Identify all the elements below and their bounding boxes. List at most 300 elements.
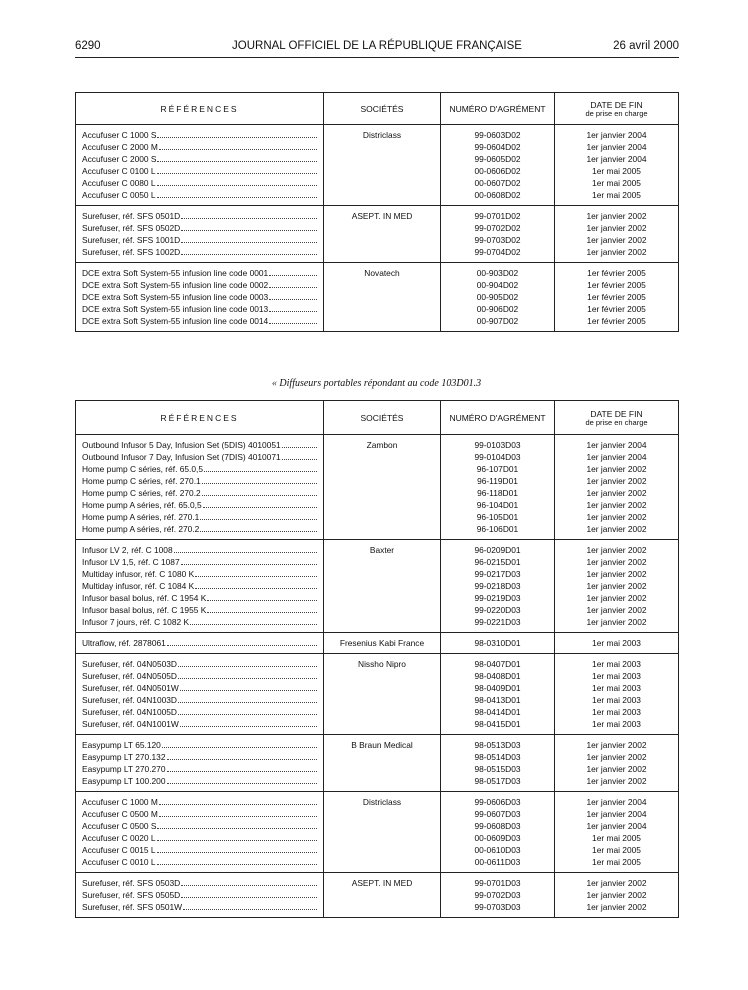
numero-list bbox=[441, 735, 554, 791]
reference-item bbox=[82, 279, 319, 291]
reference-item bbox=[82, 718, 319, 730]
numero-value: 99-0607D03 bbox=[474, 809, 521, 819]
company-name: B Braun Medical bbox=[351, 740, 413, 750]
date-value: 1er mai 2005 bbox=[592, 178, 641, 188]
approval-table-2 bbox=[75, 400, 679, 918]
dot-leader bbox=[157, 844, 317, 853]
company-name: Fresenius Kabi France bbox=[339, 638, 425, 648]
reference-label: Surefuser, réf. SFS 0503D bbox=[82, 878, 181, 888]
dot-leader bbox=[183, 901, 317, 910]
reference-label: Accufuser C 0010 L bbox=[82, 857, 156, 867]
dot-leader bbox=[269, 303, 317, 312]
date-value: 1er février 2005 bbox=[587, 304, 646, 314]
reference-label: Multiday infusor, réf. C 1080 K bbox=[82, 569, 195, 579]
reference-item bbox=[82, 234, 319, 246]
reference-item bbox=[82, 604, 319, 616]
dot-leader bbox=[181, 877, 317, 886]
date-cell bbox=[555, 540, 679, 633]
date-list bbox=[555, 633, 678, 653]
dot-leader bbox=[174, 544, 317, 553]
date-value: 1er janvier 2002 bbox=[586, 557, 647, 567]
date-value: 1er janvier 2002 bbox=[586, 512, 647, 522]
date-value: 1er mai 2003 bbox=[592, 719, 641, 729]
references-cell bbox=[76, 654, 324, 735]
reference-item bbox=[82, 820, 319, 832]
table-caption: « Diffuseurs portables répondant au code 103D01.3 bbox=[271, 378, 482, 389]
reference-label: Surefuser, réf. 04N0505D bbox=[82, 671, 177, 681]
date-value: 1er mai 2005 bbox=[592, 857, 641, 867]
col-header-numero: NUMÉRO D'AGRÉMENT bbox=[441, 401, 555, 435]
reference-item bbox=[82, 877, 319, 889]
reference-label: Surefuser, réf. 04N1001W bbox=[82, 719, 179, 729]
date-cell bbox=[555, 735, 679, 792]
reference-item bbox=[82, 763, 319, 775]
col-header-date bbox=[555, 93, 679, 125]
numero-value: 99-0702D02 bbox=[474, 223, 521, 233]
dot-leader bbox=[162, 739, 317, 748]
numero-list bbox=[441, 873, 554, 917]
reference-item bbox=[82, 637, 319, 649]
table-group-row bbox=[76, 435, 679, 540]
reference-label: Accufuser C 1000 M bbox=[82, 797, 158, 807]
dot-leader bbox=[178, 694, 317, 703]
date-value: 1er janvier 2002 bbox=[586, 902, 647, 912]
date-value: 1er janvier 2002 bbox=[586, 776, 647, 786]
company-cell bbox=[324, 435, 441, 540]
col-header-societes: SOCIÉTÉS bbox=[324, 401, 441, 435]
references-cell bbox=[76, 125, 324, 206]
reference-label: Easypump LT 100.200 bbox=[82, 776, 166, 786]
date-value: 1er janvier 2002 bbox=[586, 464, 647, 474]
date-cell bbox=[555, 125, 679, 206]
numero-list bbox=[441, 206, 554, 262]
table-group-row bbox=[76, 263, 679, 332]
company-name: Novatech bbox=[364, 268, 400, 278]
date-cell bbox=[555, 633, 679, 654]
numero-value: 99-0218D03 bbox=[474, 581, 521, 591]
dot-leader bbox=[180, 682, 317, 691]
date-value: 1er janvier 2002 bbox=[586, 878, 647, 888]
dot-leader bbox=[181, 234, 317, 243]
date-value: 1er février 2005 bbox=[587, 268, 646, 278]
date-value: 1er janvier 2002 bbox=[586, 764, 647, 774]
numero-value: 99-0603D02 bbox=[474, 130, 521, 140]
reference-label: Accufuser C 0100 L bbox=[82, 166, 156, 176]
col-header-references: RÉFÉRENCES bbox=[76, 93, 324, 125]
date-list bbox=[555, 540, 678, 632]
reference-label: Multiday infusor, réf. C 1084 K bbox=[82, 581, 195, 591]
reference-item bbox=[82, 141, 319, 153]
numero-value: 96-107D01 bbox=[476, 464, 519, 474]
reference-label: Infusor LV 1,5, réf. C 1087 bbox=[82, 557, 180, 567]
numero-value: 96-0215D01 bbox=[474, 557, 521, 567]
numero-value: 99-0220D03 bbox=[474, 605, 521, 615]
numero-list bbox=[441, 654, 554, 734]
dot-leader bbox=[200, 523, 317, 532]
numero-value: 00-0609D03 bbox=[474, 833, 521, 843]
company-name: ASEPT. IN MED bbox=[351, 878, 413, 888]
date-list bbox=[555, 873, 678, 917]
reference-item bbox=[82, 246, 319, 258]
numero-value: 00-903D02 bbox=[476, 268, 519, 278]
numero-value: 98-0413D01 bbox=[474, 695, 521, 705]
reference-label: Infusor LV 2, réf. C 1008 bbox=[82, 545, 173, 555]
numero-cell bbox=[441, 735, 555, 792]
reference-item bbox=[82, 775, 319, 787]
dot-leader bbox=[269, 267, 317, 276]
date-value: 1er janvier 2004 bbox=[586, 452, 647, 462]
reference-label: Surefuser, réf. 04N0503D bbox=[82, 659, 177, 669]
reference-label: Outbound Infusor 5 Day, Infusion Set (5DIS) 4010051 bbox=[82, 440, 281, 450]
dot-leader bbox=[195, 568, 317, 577]
dot-leader bbox=[181, 246, 317, 255]
numero-list bbox=[441, 792, 554, 872]
reference-label: Accufuser C 0015 L bbox=[82, 845, 156, 855]
numero-value: 96-0209D01 bbox=[474, 545, 521, 555]
reference-label: Accufuser C 0500 M bbox=[82, 809, 158, 819]
reference-label: Surefuser, réf. SFS 0501W bbox=[82, 902, 183, 912]
dot-leader bbox=[159, 141, 317, 150]
numero-value: 99-0604D02 bbox=[474, 142, 521, 152]
references-list bbox=[76, 654, 323, 734]
date-value: 1er mai 2005 bbox=[592, 845, 641, 855]
references-cell bbox=[76, 263, 324, 332]
numero-value: 00-0607D02 bbox=[474, 178, 521, 188]
date-value: 1er mai 2003 bbox=[592, 683, 641, 693]
date-value: 1er janvier 2002 bbox=[586, 617, 647, 627]
reference-label: Infusor 7 jours, réf. C 1082 K bbox=[82, 617, 190, 627]
reference-label: Accufuser C 0050 L bbox=[82, 190, 156, 200]
dot-leader bbox=[200, 511, 317, 520]
date-value: 1er mai 2003 bbox=[592, 671, 641, 681]
reference-item bbox=[82, 463, 319, 475]
company-cell bbox=[324, 654, 441, 735]
date-cell bbox=[555, 654, 679, 735]
date-value: 1er janvier 2002 bbox=[586, 211, 647, 221]
reference-item bbox=[82, 706, 319, 718]
reference-item bbox=[82, 796, 319, 808]
reference-item bbox=[82, 901, 319, 913]
reference-label: Surefuser, réf. 04N1005D bbox=[82, 707, 177, 717]
dot-leader bbox=[157, 153, 317, 162]
company-cell bbox=[324, 792, 441, 873]
numero-cell bbox=[441, 435, 555, 540]
reference-item bbox=[82, 856, 319, 868]
page-header bbox=[75, 40, 679, 56]
table-group-row bbox=[76, 873, 679, 918]
numero-value: 99-0608D03 bbox=[474, 821, 521, 831]
date-value: 1er janvier 2002 bbox=[586, 488, 647, 498]
dot-leader bbox=[282, 451, 317, 460]
company-cell bbox=[324, 125, 441, 206]
reference-label: Accufuser C 0080 L bbox=[82, 178, 156, 188]
company-cell bbox=[324, 206, 441, 263]
reference-label: DCE extra Soft System-55 infusion line code 0014 bbox=[82, 316, 269, 326]
numero-value: 99-0703D02 bbox=[474, 235, 521, 245]
numero-cell bbox=[441, 792, 555, 873]
reference-label: DCE extra Soft System-55 infusion line code 0013 bbox=[82, 304, 269, 314]
dot-leader bbox=[159, 808, 317, 817]
references-list bbox=[76, 792, 323, 872]
date-value: 1er janvier 2002 bbox=[586, 223, 647, 233]
dot-leader bbox=[167, 763, 318, 772]
numero-value: 00-0606D02 bbox=[474, 166, 521, 176]
reference-item bbox=[82, 544, 319, 556]
dot-leader bbox=[195, 580, 317, 589]
references-list bbox=[76, 206, 323, 262]
date-list bbox=[555, 792, 678, 872]
numero-cell bbox=[441, 654, 555, 735]
company-name: ASEPT. IN MED bbox=[351, 211, 413, 221]
col-header-date-line1: DATE DE FIN bbox=[590, 99, 643, 110]
date-value: 1er janvier 2002 bbox=[586, 581, 647, 591]
numero-value: 99-0702D03 bbox=[474, 890, 521, 900]
numero-value: 00-0611D03 bbox=[474, 857, 521, 867]
reference-item bbox=[82, 439, 319, 451]
reference-label: Accufuser C 2000 S bbox=[82, 154, 157, 164]
numero-value: 98-0415D01 bbox=[474, 719, 521, 729]
date-value: 1er janvier 2004 bbox=[586, 821, 647, 831]
dot-leader bbox=[181, 210, 317, 219]
reference-label: DCE extra Soft System-55 infusion line code 0002 bbox=[82, 280, 269, 290]
date-value: 1er février 2005 bbox=[587, 292, 646, 302]
date-value: 1er janvier 2002 bbox=[586, 890, 647, 900]
reference-item bbox=[82, 523, 319, 535]
date-value: 1er janvier 2002 bbox=[586, 235, 647, 245]
date-cell bbox=[555, 263, 679, 332]
dot-leader bbox=[157, 165, 317, 174]
dot-leader bbox=[181, 222, 317, 231]
reference-item bbox=[82, 499, 319, 511]
reference-label: Infusor basal bolus, réf. C 1954 K bbox=[82, 593, 207, 603]
reference-label: Home pump A séries, réf. 65.0,5 bbox=[82, 500, 202, 510]
reference-item bbox=[82, 568, 319, 580]
reference-item bbox=[82, 210, 319, 222]
references-list bbox=[76, 735, 323, 791]
table-group-row bbox=[76, 125, 679, 206]
date-value: 1er janvier 2004 bbox=[586, 440, 647, 450]
date-value: 1er janvier 2002 bbox=[586, 247, 647, 257]
date-value: 1er janvier 2002 bbox=[586, 605, 647, 615]
company-name: Baxter bbox=[369, 545, 395, 555]
dot-leader bbox=[157, 129, 317, 138]
date-cell bbox=[555, 873, 679, 918]
references-cell bbox=[76, 540, 324, 633]
journal-title: JOURNAL OFFICIEL DE LA RÉPUBLIQUE FRANÇAISE bbox=[232, 40, 522, 52]
reference-item bbox=[82, 682, 319, 694]
reference-item bbox=[82, 556, 319, 568]
dot-leader bbox=[167, 751, 318, 760]
date-cell bbox=[555, 206, 679, 263]
numero-value: 99-0221D03 bbox=[474, 617, 521, 627]
date-list bbox=[555, 206, 678, 262]
publication-date: 26 avril 2000 bbox=[613, 40, 679, 52]
table-group-row bbox=[76, 206, 679, 263]
reference-label: Easypump LT 270.132 bbox=[82, 752, 166, 762]
reference-item bbox=[82, 267, 319, 279]
company-cell bbox=[324, 735, 441, 792]
numero-value: 96-104D01 bbox=[476, 500, 519, 510]
dot-leader bbox=[157, 189, 317, 198]
dot-leader bbox=[269, 279, 317, 288]
col-header-numero: NUMÉRO D'AGRÉMENT bbox=[441, 93, 555, 125]
date-value: 1er mai 2003 bbox=[592, 638, 641, 648]
date-value: 1er janvier 2004 bbox=[586, 809, 647, 819]
company-cell bbox=[324, 263, 441, 332]
numero-value: 99-0217D03 bbox=[474, 569, 521, 579]
reference-item bbox=[82, 832, 319, 844]
reference-item bbox=[82, 751, 319, 763]
numero-value: 98-0414D01 bbox=[474, 707, 521, 717]
reference-item bbox=[82, 153, 319, 165]
reference-item bbox=[82, 580, 319, 592]
table-group-row bbox=[76, 735, 679, 792]
numero-value: 99-0701D02 bbox=[474, 211, 521, 221]
dot-leader bbox=[190, 616, 317, 625]
date-value: 1er janvier 2002 bbox=[586, 524, 647, 534]
col-header-date bbox=[555, 401, 679, 435]
numero-value: 00-0608D02 bbox=[474, 190, 521, 200]
date-list bbox=[555, 263, 678, 331]
dot-leader bbox=[181, 556, 317, 565]
numero-value: 00-907D02 bbox=[476, 316, 519, 326]
references-list bbox=[76, 263, 323, 331]
dot-leader bbox=[204, 463, 317, 472]
numero-value: 98-0407D01 bbox=[474, 659, 521, 669]
approval-table-1 bbox=[75, 92, 679, 332]
col-header-references: RÉFÉRENCES bbox=[76, 401, 324, 435]
reference-item bbox=[82, 739, 319, 751]
reference-item bbox=[82, 451, 319, 463]
reference-item bbox=[82, 694, 319, 706]
header-rule bbox=[75, 57, 679, 58]
date-cell bbox=[555, 792, 679, 873]
reference-label: Ultraflow, réf. 2878061 bbox=[82, 638, 166, 648]
references-list bbox=[76, 540, 323, 632]
reference-label: Home pump C séries, réf. 270.1 bbox=[82, 476, 201, 486]
date-value: 1er mai 2005 bbox=[592, 166, 641, 176]
dot-leader bbox=[157, 856, 317, 865]
reference-item bbox=[82, 129, 319, 141]
company-cell bbox=[324, 633, 441, 654]
dot-leader bbox=[203, 499, 317, 508]
col-header-societes: SOCIÉTÉS bbox=[324, 93, 441, 125]
numero-value: 99-0219D03 bbox=[474, 593, 521, 603]
col-header-date-line2: de prise en charge bbox=[585, 417, 648, 427]
date-list bbox=[555, 125, 678, 205]
reference-item bbox=[82, 189, 319, 201]
reference-label: Accufuser C 0020 L bbox=[82, 833, 156, 843]
date-value: 1er mai 2003 bbox=[592, 707, 641, 717]
numero-list bbox=[441, 435, 554, 539]
reference-item bbox=[82, 475, 319, 487]
numero-value: 98-0517D03 bbox=[474, 776, 521, 786]
date-list bbox=[555, 654, 678, 734]
col-header-date-line2: de prise en charge bbox=[585, 108, 648, 118]
numero-cell bbox=[441, 633, 555, 654]
references-cell bbox=[76, 735, 324, 792]
dot-leader bbox=[181, 889, 317, 898]
numero-cell bbox=[441, 206, 555, 263]
reference-item bbox=[82, 487, 319, 499]
page-number: 6290 bbox=[75, 40, 101, 52]
numero-value: 00-904D02 bbox=[476, 280, 519, 290]
reference-label: DCE extra Soft System-55 infusion line code 0001 bbox=[82, 268, 269, 278]
reference-item bbox=[82, 511, 319, 523]
numero-value: 00-0610D03 bbox=[474, 845, 521, 855]
reference-label: Easypump LT 65.120 bbox=[82, 740, 161, 750]
reference-item bbox=[82, 889, 319, 901]
reference-item bbox=[82, 303, 319, 315]
reference-label: DCE extra Soft System-55 infusion line code 0003 bbox=[82, 292, 269, 302]
numero-value: 99-0704D02 bbox=[474, 247, 521, 257]
numero-value: 96-105D01 bbox=[476, 512, 519, 522]
date-value: 1er janvier 2004 bbox=[586, 797, 647, 807]
dot-leader bbox=[167, 637, 317, 646]
reference-item bbox=[82, 177, 319, 189]
date-value: 1er janvier 2002 bbox=[586, 752, 647, 762]
references-cell bbox=[76, 792, 324, 873]
dot-leader bbox=[202, 487, 317, 496]
numero-cell bbox=[441, 873, 555, 918]
numero-value: 96-118D01 bbox=[477, 488, 518, 498]
dot-leader bbox=[157, 820, 317, 829]
numero-value: 98-0310D01 bbox=[474, 638, 521, 648]
numero-list bbox=[441, 125, 554, 205]
dot-leader bbox=[282, 439, 317, 448]
date-value: 1er janvier 2002 bbox=[586, 569, 647, 579]
date-value: 1er janvier 2004 bbox=[586, 130, 647, 140]
numero-value: 96-119D01 bbox=[477, 476, 518, 486]
date-value: 1er janvier 2002 bbox=[586, 545, 647, 555]
numero-list bbox=[441, 263, 554, 331]
dot-leader bbox=[157, 177, 317, 186]
reference-label: Outbound Infusor 7 Day, Infusion Set (7DIS) 4010071 bbox=[82, 452, 281, 462]
reference-item bbox=[82, 844, 319, 856]
references-cell bbox=[76, 435, 324, 540]
numero-value: 98-0513D03 bbox=[474, 740, 521, 750]
reference-label: Surefuser, réf. 04N0501W bbox=[82, 683, 179, 693]
date-list bbox=[555, 735, 678, 791]
numero-value: 96-106D01 bbox=[476, 524, 519, 534]
date-value: 1er janvier 2004 bbox=[586, 154, 647, 164]
reference-label: Surefuser, réf. SFS 0502D bbox=[82, 223, 181, 233]
reference-item bbox=[82, 165, 319, 177]
reference-label: Accufuser C 1000 S bbox=[82, 130, 157, 140]
company-cell bbox=[324, 540, 441, 633]
numero-value: 99-0605D02 bbox=[474, 154, 521, 164]
company-name: Nissho Nipro bbox=[358, 659, 406, 669]
numero-list bbox=[441, 633, 554, 653]
references-cell bbox=[76, 206, 324, 263]
references-cell bbox=[76, 873, 324, 918]
reference-item bbox=[82, 616, 319, 628]
reference-label: Home pump C séries, réf. 65.0,5 bbox=[82, 464, 204, 474]
numero-value: 99-0703D03 bbox=[474, 902, 521, 912]
numero-cell bbox=[441, 540, 555, 633]
date-value: 1er janvier 2002 bbox=[586, 593, 647, 603]
date-value: 1er janvier 2002 bbox=[586, 500, 647, 510]
reference-item bbox=[82, 291, 319, 303]
table-group-row bbox=[76, 654, 679, 735]
reference-label: Home pump C séries, réf. 270.2 bbox=[82, 488, 201, 498]
date-value: 1er janvier 2002 bbox=[586, 740, 647, 750]
references-list bbox=[76, 125, 323, 205]
reference-label: Surefuser, réf. 04N1003D bbox=[82, 695, 177, 705]
references-cell bbox=[76, 633, 324, 654]
date-value: 1er février 2005 bbox=[587, 280, 646, 290]
company-name: Districlass bbox=[362, 797, 402, 807]
